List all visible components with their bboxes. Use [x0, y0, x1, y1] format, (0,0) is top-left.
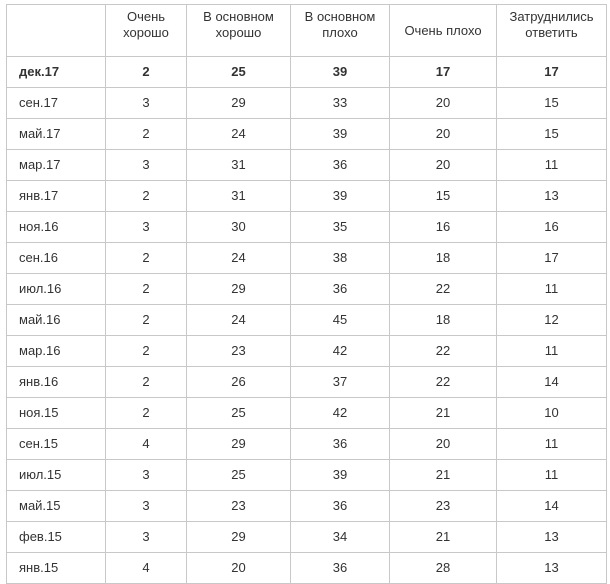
undecided-cell: 15 [497, 119, 607, 150]
undecided-cell: 11 [497, 429, 607, 460]
very-good-cell: 2 [106, 119, 187, 150]
table-row [7, 305, 607, 336]
mostly-bad-cell: 39 [291, 119, 390, 150]
very-good-cell: 2 [106, 57, 187, 88]
date-cell: июл.15 [7, 460, 106, 491]
table-row [7, 243, 607, 274]
undecided-cell: 13 [497, 553, 607, 584]
undecided-cell: 12 [497, 305, 607, 336]
date-cell: май.16 [7, 305, 106, 336]
mostly-good-cell: 25 [187, 398, 291, 429]
header-cell-very-bad: Очень плохо [390, 5, 497, 57]
mostly-good-cell: 24 [187, 243, 291, 274]
mostly-good-cell: 30 [187, 212, 291, 243]
very-good-cell: 2 [106, 336, 187, 367]
date-cell: мар.16 [7, 336, 106, 367]
very-bad-cell: 20 [390, 429, 497, 460]
very-bad-cell: 22 [390, 367, 497, 398]
very-bad-cell: 20 [390, 150, 497, 181]
very-bad-cell: 22 [390, 274, 497, 305]
mostly-bad-cell: 45 [291, 305, 390, 336]
table-row [7, 491, 607, 522]
table-row [7, 181, 607, 212]
mostly-good-cell: 31 [187, 150, 291, 181]
header-cell-date [7, 5, 106, 57]
undecided-cell: 13 [497, 522, 607, 553]
very-bad-cell: 18 [390, 305, 497, 336]
mostly-bad-cell: 39 [291, 460, 390, 491]
mostly-good-cell: 23 [187, 336, 291, 367]
mostly-good-cell: 26 [187, 367, 291, 398]
date-cell: июл.16 [7, 274, 106, 305]
very-good-cell: 3 [106, 212, 187, 243]
mostly-bad-cell: 33 [291, 88, 390, 119]
very-good-cell: 2 [106, 274, 187, 305]
undecided-cell: 10 [497, 398, 607, 429]
very-good-cell: 3 [106, 150, 187, 181]
very-bad-cell: 21 [390, 522, 497, 553]
very-bad-cell: 28 [390, 553, 497, 584]
date-cell: янв.15 [7, 553, 106, 584]
mostly-bad-cell: 42 [291, 398, 390, 429]
mostly-good-cell: 20 [187, 553, 291, 584]
mostly-bad-cell: 37 [291, 367, 390, 398]
table-body [7, 57, 607, 584]
table-row [7, 367, 607, 398]
header-cell-very-good: Очень хорошо [106, 5, 187, 57]
mostly-good-cell: 31 [187, 181, 291, 212]
date-cell: сен.16 [7, 243, 106, 274]
table-row [7, 336, 607, 367]
table-row [7, 522, 607, 553]
mostly-bad-cell: 36 [291, 429, 390, 460]
very-bad-cell: 17 [390, 57, 497, 88]
table-row [7, 460, 607, 491]
mostly-good-cell: 25 [187, 57, 291, 88]
survey-table [6, 4, 607, 584]
table-row [7, 88, 607, 119]
mostly-bad-cell: 42 [291, 336, 390, 367]
header-row [7, 5, 607, 57]
undecided-cell: 11 [497, 336, 607, 367]
table-row [7, 119, 607, 150]
undecided-cell: 15 [497, 88, 607, 119]
very-good-cell: 3 [106, 460, 187, 491]
date-cell: сен.17 [7, 88, 106, 119]
very-good-cell: 2 [106, 398, 187, 429]
mostly-good-cell: 24 [187, 119, 291, 150]
undecided-cell: 14 [497, 491, 607, 522]
very-bad-cell: 23 [390, 491, 497, 522]
table-row [7, 553, 607, 584]
date-cell: ноя.15 [7, 398, 106, 429]
date-cell: мар.17 [7, 150, 106, 181]
undecided-cell: 11 [497, 150, 607, 181]
table-row [7, 274, 607, 305]
mostly-good-cell: 29 [187, 429, 291, 460]
very-bad-cell: 18 [390, 243, 497, 274]
very-bad-cell: 22 [390, 336, 497, 367]
undecided-cell: 11 [497, 460, 607, 491]
date-cell: фев.15 [7, 522, 106, 553]
undecided-cell: 17 [497, 243, 607, 274]
mostly-good-cell: 24 [187, 305, 291, 336]
mostly-bad-cell: 36 [291, 150, 390, 181]
mostly-bad-cell: 38 [291, 243, 390, 274]
very-bad-cell: 21 [390, 398, 497, 429]
mostly-good-cell: 29 [187, 522, 291, 553]
mostly-good-cell: 23 [187, 491, 291, 522]
very-bad-cell: 20 [390, 119, 497, 150]
mostly-good-cell: 29 [187, 88, 291, 119]
very-bad-cell: 15 [390, 181, 497, 212]
table-row [7, 57, 607, 88]
header-cell-undecided: Затруднились ответить [497, 5, 607, 57]
very-good-cell: 3 [106, 491, 187, 522]
very-good-cell: 2 [106, 305, 187, 336]
date-cell: янв.16 [7, 367, 106, 398]
table-row [7, 398, 607, 429]
very-good-cell: 2 [106, 243, 187, 274]
mostly-bad-cell: 35 [291, 212, 390, 243]
date-cell: сен.15 [7, 429, 106, 460]
undecided-cell: 16 [497, 212, 607, 243]
very-good-cell: 3 [106, 522, 187, 553]
very-bad-cell: 16 [390, 212, 497, 243]
table-row [7, 429, 607, 460]
mostly-bad-cell: 34 [291, 522, 390, 553]
undecided-cell: 13 [497, 181, 607, 212]
mostly-good-cell: 29 [187, 274, 291, 305]
table-row [7, 212, 607, 243]
mostly-bad-cell: 39 [291, 57, 390, 88]
table-row [7, 150, 607, 181]
date-cell: май.15 [7, 491, 106, 522]
very-bad-cell: 21 [390, 460, 497, 491]
very-good-cell: 3 [106, 88, 187, 119]
header-cell-mostly-bad: В основном плохо [291, 5, 390, 57]
mostly-bad-cell: 39 [291, 181, 390, 212]
very-good-cell: 4 [106, 429, 187, 460]
undecided-cell: 17 [497, 57, 607, 88]
header-cell-mostly-good: В основном хорошо [187, 5, 291, 57]
mostly-bad-cell: 36 [291, 274, 390, 305]
date-cell: май.17 [7, 119, 106, 150]
undecided-cell: 14 [497, 367, 607, 398]
very-bad-cell: 20 [390, 88, 497, 119]
mostly-bad-cell: 36 [291, 553, 390, 584]
mostly-good-cell: 25 [187, 460, 291, 491]
undecided-cell: 11 [497, 274, 607, 305]
very-good-cell: 2 [106, 367, 187, 398]
very-good-cell: 2 [106, 181, 187, 212]
date-cell: янв.17 [7, 181, 106, 212]
date-cell: ноя.16 [7, 212, 106, 243]
mostly-bad-cell: 36 [291, 491, 390, 522]
date-cell: дек.17 [7, 57, 106, 88]
very-good-cell: 4 [106, 553, 187, 584]
